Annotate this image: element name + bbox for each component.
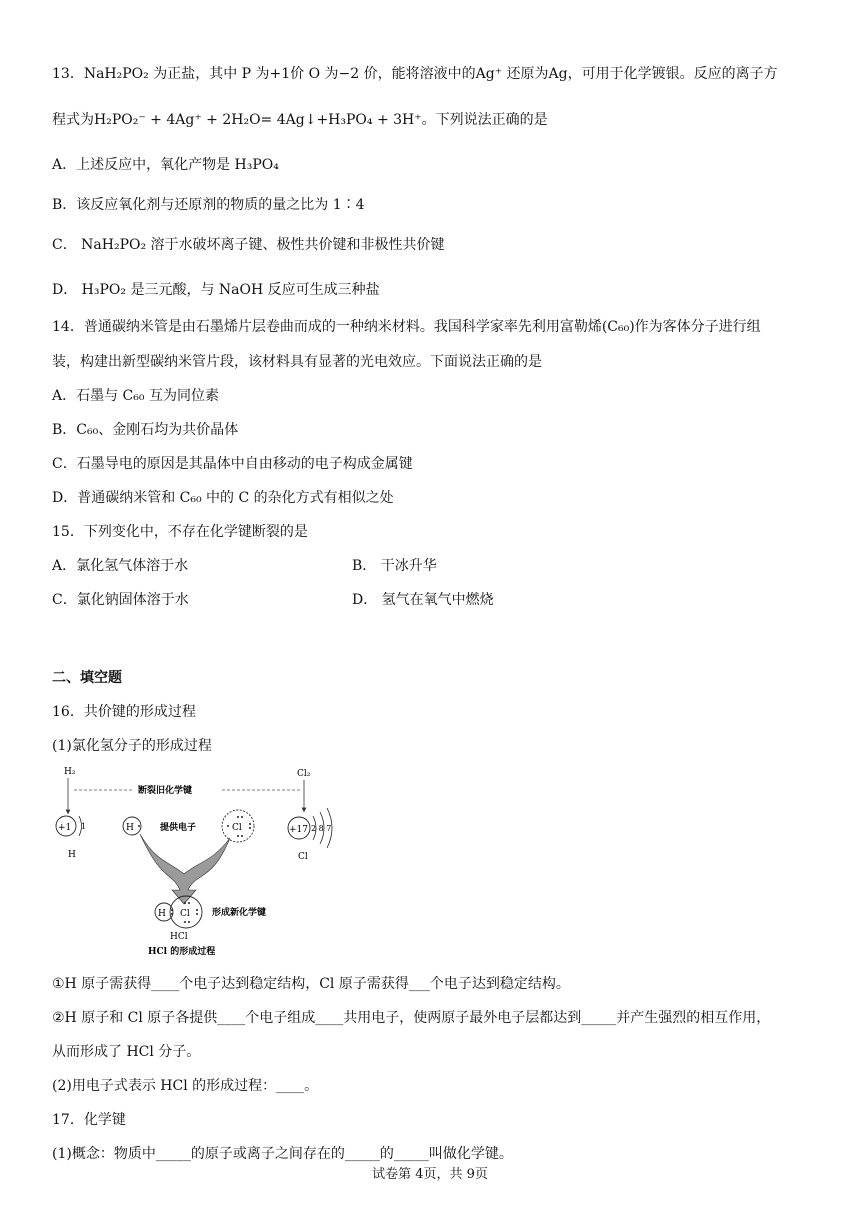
q14-option-b[interactable]: B．C₆₀、金刚石均为共价晶体 — [52, 422, 239, 438]
cl2-label: Cl₂ — [297, 769, 311, 779]
q13-option-c[interactable]: C． NaH₂PO₂ 溶于水破坏离子键、极性共价键和非极性共价键 — [52, 237, 445, 253]
q16-blank-line2b: 从而形成了 HCl 分子。 — [52, 1044, 201, 1060]
q16-title: 16．共价键的形成过程 — [52, 704, 196, 720]
h-charge: +1 — [58, 823, 72, 833]
q17-sub1: (1)概念：物质中_____的原子或离子之间存在的_____的_____叫做化学键。 — [52, 1146, 513, 1162]
q15-stem: 15．下列变化中，不存在化学键断裂的是 — [52, 524, 308, 540]
q15-option-d[interactable]: D． 氢气在氧气中燃烧 — [352, 592, 494, 608]
q14-option-c[interactable]: C．石墨导电的原因是其晶体中自由移动的电子构成金属键 — [52, 456, 413, 472]
section-heading: 二、填空题 — [52, 670, 122, 686]
hcl-h: H — [158, 909, 166, 919]
h2-label: H₂ — [64, 767, 76, 777]
cl-core: Cl — [232, 823, 242, 833]
q16-sub1: (1)氯化氢分子的形成过程 — [52, 738, 212, 754]
q13-option-d[interactable]: D． H₃PO₂ 是三元酸，与 NaOH 反应可生成三种盐 — [52, 282, 380, 298]
q13-stem-line2: 程式为H₂PO₂⁻ + 4Ag⁺ + 2H₂O= 4Ag↓+H₃PO₄ + 3H⁺。下列说法正确的是 — [52, 112, 548, 128]
q13-option-b[interactable]: B．该反应氧化剂与还原剂的物质的量之比为 1∶4 — [52, 197, 365, 213]
page-footer: 试卷第 4页，共 9页 — [372, 1167, 488, 1182]
q14-option-a[interactable]: A．石墨与 C₆₀ 互为同位素 — [52, 388, 219, 404]
q14-stem-line2: 装，构建出新型碳纳米管片段，该材料具有显著的光电效应。下面说法正确的是 — [52, 354, 542, 370]
q16-sub2: (2)用电子式表示 HCl 的形成过程：____。 — [52, 1078, 319, 1094]
q15-option-c[interactable]: C．氯化钠固体溶于水 — [52, 592, 189, 608]
q14-stem-line1: 14．普通碳纳米管是由石墨烯片层卷曲而成的一种纳米材料。我国科学家率先利用富勒烯(C₆₀)作为客体分子进行组 — [52, 319, 761, 335]
diagram-caption: HCl 的形成过程 — [148, 947, 216, 957]
q14-option-d[interactable]: D．普通碳纳米管和 C₆₀ 中的 C 的杂化方式有相似之处 — [52, 490, 394, 506]
hcl-formation-diagram — [52, 762, 352, 962]
form-bond-label: 形成新化学键 — [212, 908, 267, 918]
hcl-label: HCl — [170, 932, 188, 942]
q17-title: 17．化学键 — [52, 1112, 126, 1128]
cl-symbol: Cl — [298, 852, 308, 862]
q16-blank-line1: ①H 原子需获得____个电子达到稳定结构，Cl 原子需获得___个电子达到稳定结构。 — [52, 976, 570, 992]
q15-option-a[interactable]: A．氯化氢气体溶于水 — [52, 558, 189, 574]
h-shell-count: 1 — [81, 822, 87, 831]
provide-electron-label: 提供电子 — [160, 823, 197, 833]
q16-blank-line2a: ②H 原子和 Cl 原子各提供____个电子组成____共用电子，使两原子最外电子层都达到_____并产生强烈的相互作用， — [52, 1010, 771, 1026]
h-symbol: H — [68, 850, 76, 860]
q13-stem-line1: 13．NaH₂PO₂ 为正盐，其中 P 为+1价 O 为−2 价，能将溶液中的Ag⁺ 还原为Ag，可用于化学镀银。反应的离子方 — [52, 66, 778, 82]
formation-arrow — [140, 834, 230, 904]
cl-charge: +17 — [289, 825, 308, 835]
h-core: H — [126, 823, 134, 833]
q13-option-a[interactable]: A．上述反应中，氧化产物是 H₃PO₄ — [52, 157, 279, 173]
hcl-cl: Cl — [180, 909, 190, 919]
cl-shell-counts: 2 8 7 — [311, 824, 332, 833]
q15-option-b[interactable]: B． 干冰升华 — [352, 558, 437, 574]
break-bond-label: 断裂旧化学键 — [138, 786, 193, 796]
